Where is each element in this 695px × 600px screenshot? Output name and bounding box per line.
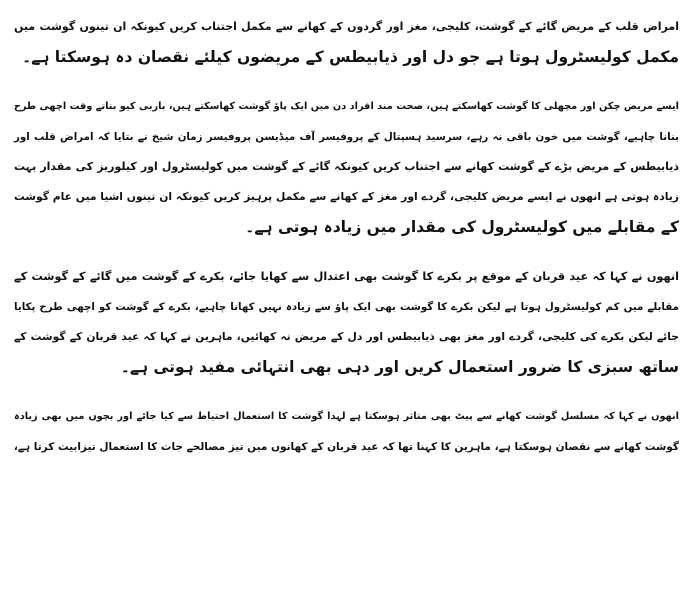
text-line: مکمل کولیسٹرول ہوتا ہے جو دل اور ذیابیطس کے مریضوں کیلئے نقصان دہ ہوسکتا ہے۔ (22, 48, 679, 66)
text-line: امراض قلب کے مریض گائے کے گوشت، کلیجی، مغز اور گردوں کے کھانے سے مکمل اجتناب کریں کیونکہ ان تینوں گوشت میں (14, 20, 679, 33)
paragraph-4 (14, 402, 679, 462)
text-line: زیادہ ہوتی ہے انھوں نے ایسے مریض کلیجی، گردے اور مغز کے کھانے سے مکمل پرہیز کریں کیونکہ ان تینوں اشیا میں عام گوشت (14, 190, 679, 203)
text-line: ذیابیطس کے مریض بڑے کے گوشت کھانے سے اجتناب کریں کیونکہ گائے کے گوشت میں کولیسٹرول اور کیلوریز کی مقدار بہت (14, 160, 679, 173)
text-line: کے مقابلے میں کولیسٹرول کی مقدار میں زیادہ ہوتی ہے۔ (245, 218, 679, 236)
text-line: ساتھ سبزی کا ضرور استعمال کریں اور دہی بھی انتہائی مفید ہوتی ہے۔ (120, 358, 679, 376)
text-line: بنانا چاہیے، گوشت میں خون باقی نہ رہے، سرسید ہسپتال کے پروفیسر آف میڈیسن پروفیسر زمان شیخ نے بتایا کہ امراض قلب اور (14, 131, 679, 143)
paragraph-3 (14, 262, 679, 382)
text-line: جائے لیکن بکرے کی کلیجی، گردے اور مغز بھی ذیابیطس اور دل کے مریض نہ کھائیں، ماہرین نے کہا کہ عید قربان کے گوشت کے (14, 330, 679, 343)
text-line: انھوں نے کہا کہ عید قربان کے موقع پر بکرے کا گوشت بھی اعتدال سے کھایا جائے، بکرے کے گوشت میں گائے کے گوشت کے (14, 270, 679, 283)
paragraph-2 (14, 92, 679, 242)
paragraph-gap (14, 382, 679, 402)
text-line: مقابلے میں کم کولیسٹرول ہوتا ہے لیکن بکرے کا گوشت بھی ایک پاؤ سے زیادہ نہیں کھانا چاہیے، بکرے کے گوشت کو اچھی طرح پکایا (14, 301, 679, 313)
paragraph-1 (14, 12, 679, 72)
paragraph-gap (14, 242, 679, 262)
text-line: ایسے مریض چکن اور مچھلی کا گوشت کھاسکتے ہیں، صحت مند افراد دن میں ایک پاؤ گوشت کھاسکتے ہیں، باربی کیو بناتے وقت اچھی طرح (13, 101, 679, 112)
text-line: انھوں نے کہا کہ مسلسل گوشت کھانے سے پیٹ بھی متاثر ہوسکتا ہے لہذا گوشت کا استعمال احتیاط سے کیا جائے اور بچوں میں بھی زیادہ (14, 411, 679, 422)
text-line: گوشت کھانے سے نقصان ہوسکتا ہے، ماہرین کا کہنا تھا کہ عید قربان کے کھانوں میں تیز مصالحے جات کا استعمال تیزابیت کرتا ہے، (13, 441, 679, 453)
paragraph-gap (14, 72, 679, 92)
